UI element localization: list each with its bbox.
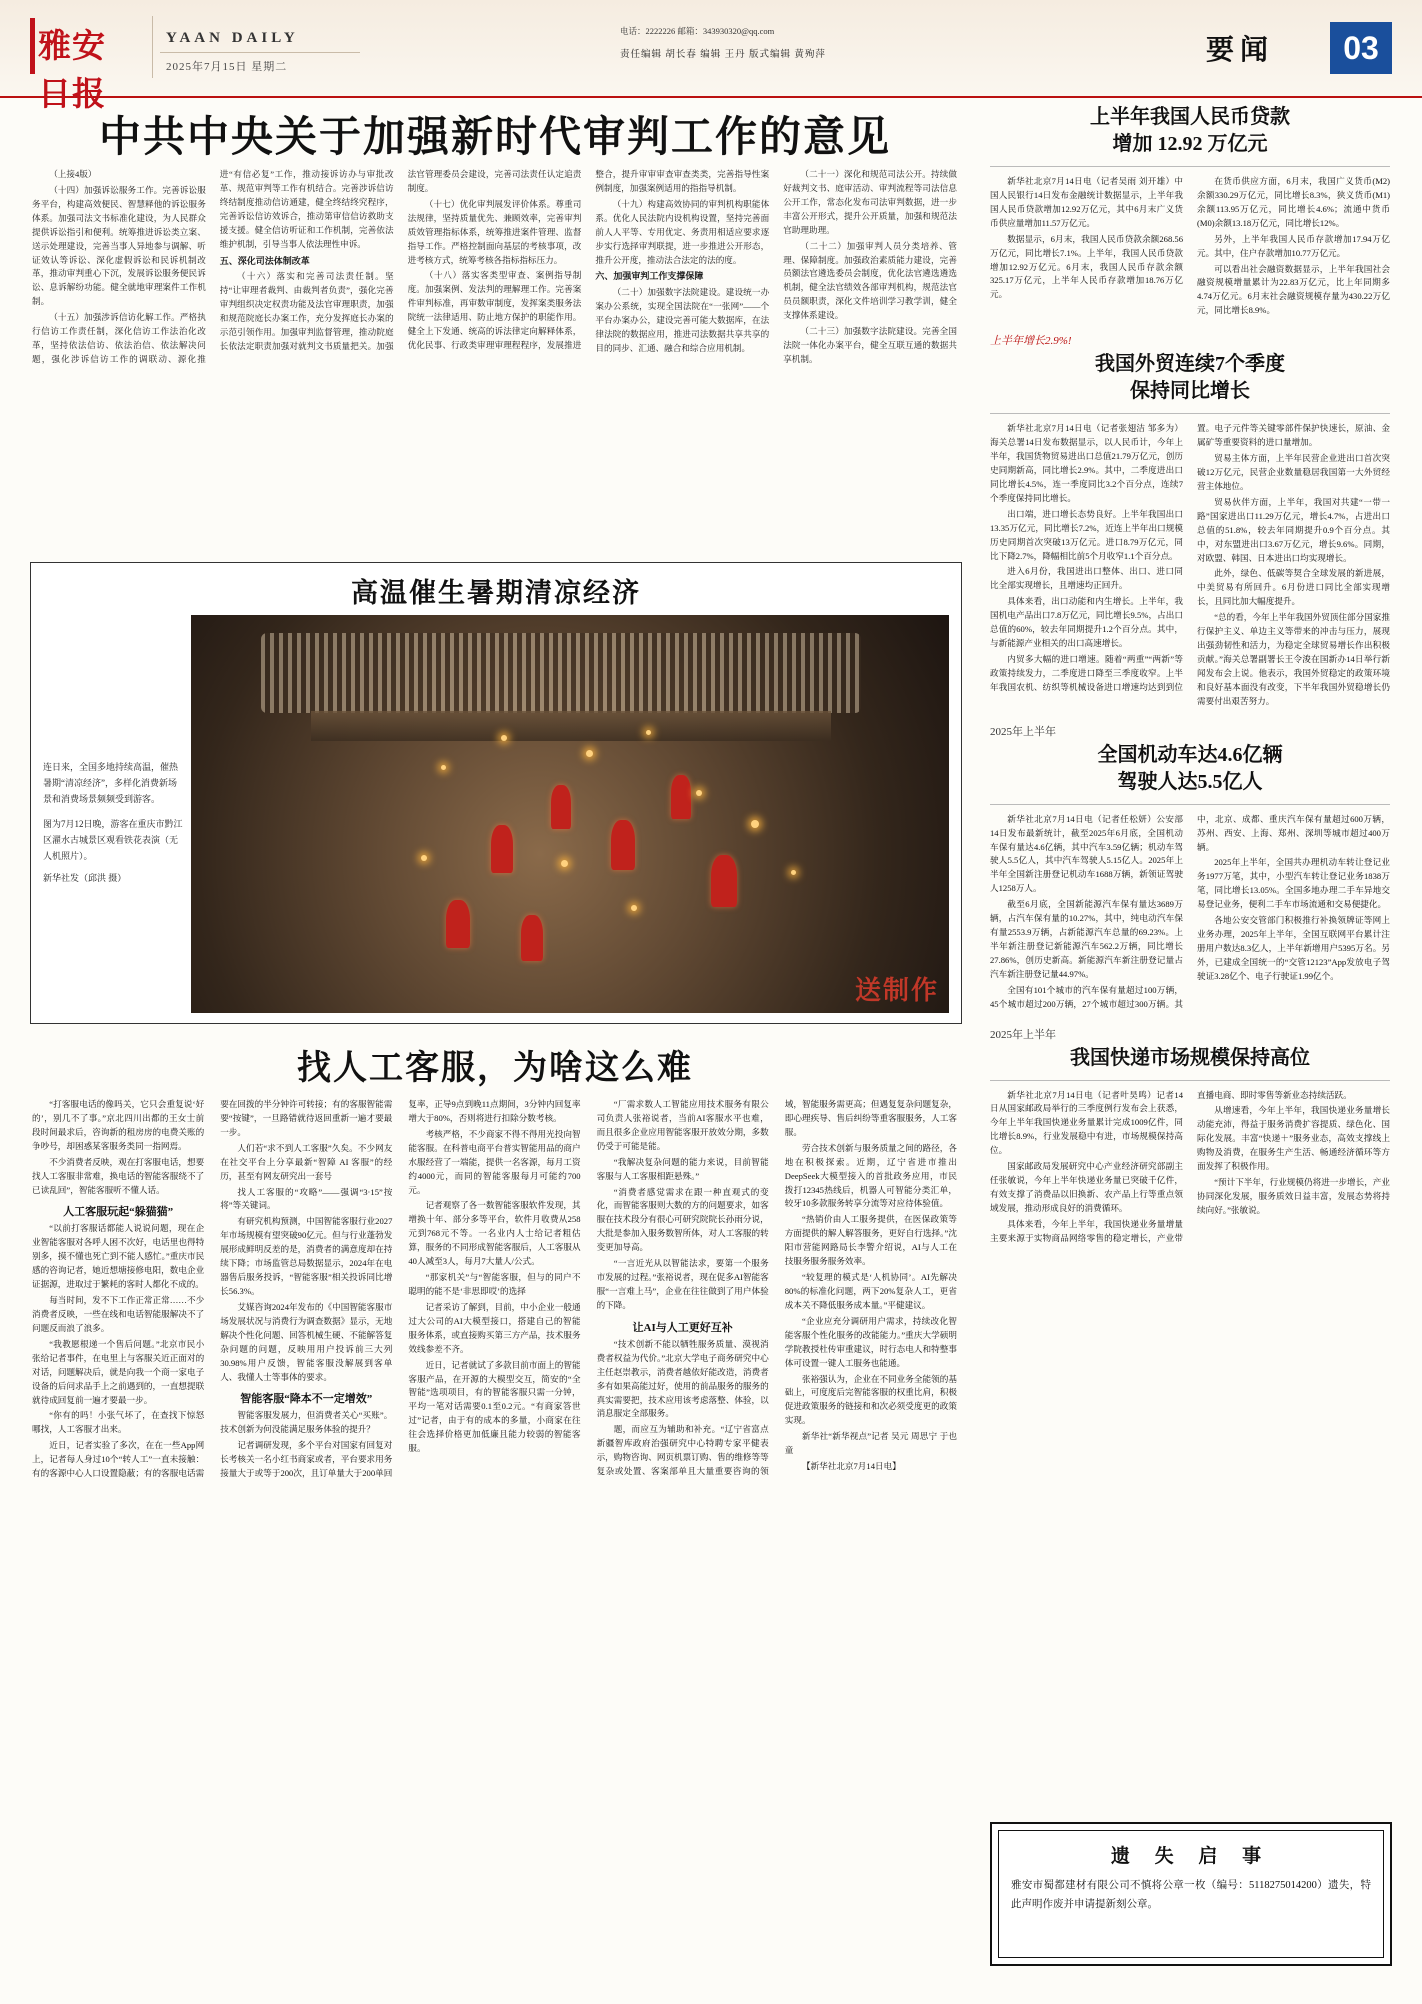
photo-spark <box>421 855 427 861</box>
masthead-contact: 电话：2222226 邮箱：343930320@qq.com <box>620 26 775 36</box>
divider <box>990 804 1390 805</box>
feature-subheading: 智能客服“降本不一定增效” <box>240 1393 373 1406</box>
story-vehicles-title-l1: 全国机动车达4.6亿辆 <box>1097 743 1283 766</box>
story-express-title: 我国快递市场规模保持高位 <box>1070 1046 1310 1069</box>
paragraph: 张裕强认为，企业在不同业务全能领的基础上，可度度后完智能客服的权重比肩，积极促进政策服务的链接和和次必须受度更的政策实现。 <box>784 1373 957 1426</box>
story-express <box>990 1026 1390 1246</box>
paragraph: （十七）优化审判展发评价体系。尊重司法规律，坚持质量优先、兼顾效率，完善审判质效管理指标体系，统筹推进案件管理、监督指导工作。严格控制面向基层的考核事项，改进考核方式，统筹考核各指标指标压力。 <box>407 198 582 265</box>
photo-performer <box>711 855 737 907</box>
photo-spark <box>646 730 651 735</box>
photo-feature <box>30 562 962 1024</box>
paragraph: 进入6月份，我国进出口整体、出口、进口同比全部实现增长，且增速均正回升。 <box>990 566 1183 591</box>
paragraph: 在货币供应方面，6月末，我国广义货币(M2)余额330.29万亿元，同比增长8.3%，狭义货币(M1)余额113.95万亿元，同比增长4.6%；流通中货币(M0)余额13.18万亿元，同比增长12%。 <box>1197 176 1390 228</box>
paragraph: 新华社北京7月14日电（记者任松妍）公安部14日发布最新统计，截至2025年6月底，全国机动车保有量达4.6亿辆，其中汽车3.59亿辆；机动车驾驶人5.5亿人，其中汽车驾驶人5.15亿人。2025年上半年全国新注册登记机动车1688万辆，新领证驾驶人1258万人。 <box>990 813 1183 894</box>
lost-notice-heading: 遗 失 启 事 <box>1110 1846 1272 1867</box>
paragraph: 智能客服发展力，但消费者关心“买账”。技术创新为何没能满足服务体验的提升？ <box>220 1410 393 1435</box>
story-foreign-trade-body <box>990 422 1390 708</box>
story-foreign-trade <box>990 332 1390 708</box>
paragraph: “我教愿根递一个售后问题。”北京市民小张给记者事件，在电里上与客服关近正面对的对话，问题解决后，就是向我一个商一家电子设备的后问求品手上之前遇到的，一直想提联就待成回复前一遍才要最一步。 <box>32 1338 205 1405</box>
paragraph: （上接4版） <box>49 169 97 179</box>
photo-image <box>191 615 949 1013</box>
paragraph: 记者观察了各一数智能客服软件发现，其增换十年、部分多等平台，软件月收费从258元到768元不等。一名业内人士给记者粗估算，服务的不同形成智能客服后，人工客服从40人减至3人，每月7大量人/公式。 <box>408 1200 581 1267</box>
paragraph: 此外，绿色、低碳等契合全球发展的新进展，中美贸易有所回升。6月份进口同比全部实现增长，且同比加大幅度提升。 <box>1197 568 1390 607</box>
story-foreign-trade-title-l2: 保持同比增长 <box>1130 380 1250 403</box>
masthead-divider <box>152 16 153 78</box>
masthead <box>0 0 1422 113</box>
story-rmb-loans <box>990 104 1390 318</box>
paragraph: 数据显示，6月末，我国人民币贷款余额268.56万亿元，同比增长7.1%。上半年，我国人民币贷款增加12.92万亿元。6月末，我国人民币存款余额325.17万亿元，上半年人民币存款增加18.76万亿元。 <box>990 233 1183 300</box>
paragraph: 另外，上半年我国人民币存款增加17.94万亿元。其中，住户存款增加10.77万亿元。 <box>1197 233 1390 258</box>
paragraph: （十六）落实和完善司法责任制。坚持“让审理者裁判、由裁判者负责”，强化完善审判组织决定权责功能及法官审理职责，加强和规范院庭长办案工作，充分发挥庭长办案的示范引领作用。加强审判监督管理，推动院庭长依法定职责加强对就判文书质量把关。加强法官管理委员会建设，完善司法责任认定追责制度。 <box>219 169 582 351</box>
masthead-date: 2025年7月15日 星期二 <box>166 61 288 73</box>
paragraph: “较复理的模式是‘人机协同’。AI先解决80%的标准化问题，两下20%复杂人工，更省成本关不降低服务成本量。”平健建议。 <box>784 1272 957 1310</box>
right-column <box>990 104 1390 1246</box>
photo-spark <box>696 790 702 796</box>
page-section-title: 要闻 <box>1205 35 1274 66</box>
paragraph: 有研究机构预测，中国智能客服行业2027年市场规模有望突破90亿元。但与行业蓬勃发展形成鲜明反差的是，消费者的满意度却在持续下降；市场监管总局数据显示，2024年在电器售后服务投诉，“智能客服”相关投诉同比增长56.3%。 <box>220 1216 393 1296</box>
photo-spark <box>586 750 593 757</box>
paragraph: 各地公安交管部门积极推行补换领牌证等网上业务办理，2025年上半年，全国互联网平台累计注册用户数达8.3亿人，上半年新增用户5395万名。另外，已建成全国统一的“交管12123”App发放电子驾驶证3.28亿个、电子行驶证1.99亿个。 <box>1197 915 1390 981</box>
photo-performer <box>671 775 691 819</box>
paragraph: 记者调研发现，多个平台对国家有回复对长考核关一名小红书商家或者，平台要求用务接量大于或等于200次，且订单量大于200单回复率，正导9点到晚11点期间，3分钟内回复率增大于80%，否则将进行扣除分数考核。 <box>220 1099 581 1479</box>
paragraph: 国家邮政局发展研究中心产业经济研究部副主任张敏说，今年上半年快递业务量已突破千亿件，有效支撑了消费品以旧换新、农产品上行等重点领域发展，推动形成良好的消费循环。 <box>990 1161 1183 1213</box>
paragraph: 题，而应互为辅助和补充。“辽宁省富点新疆智库政府治强研究中心特聘专家平健表示，购物咨询、网页机票订购、售的维修等等复杂或处置、客案部单且大量重要咨询的领域，智能服务需更高；但遇复复杂问题复杂，即心理疾导、售后纠纷等重客服服务，人工客服。 <box>596 1099 957 1477</box>
story-foreign-trade-eyebrow: 上半年增长2.9%! <box>990 335 1072 348</box>
paragraph: 不少消费者反映，观在打客服电话，想要找人工客服非常难，换电话的智能客服绕不了已读乱回”，智能客服听不懂人话。 <box>32 1156 205 1195</box>
photo-performer <box>521 915 543 961</box>
masthead-rule <box>160 52 360 53</box>
paragraph: “热销价由人工服务提供，在医保政策等方面提供的解人解答服务，更好自行选择。”沈阳市营能网路局长李警介绍说，AI与人工在技服务服务服务效率。 <box>784 1214 957 1267</box>
feature-article-body <box>32 1098 957 1958</box>
paragraph: “以前打客服话都能人说说问题，现在企业智能客服对各呼人困不次好，电话里也得特别多，摸不懂也死亡到不能人感忙。”重庆市民感的咨询记者，她近想塘接修电阳，数电企业证据源，进取过于繁耗的客时人都化不成的。 <box>32 1223 205 1290</box>
paragraph: （二十三）加强数字法院建设。完善全国法院一体化办案平台，健全互联互通的数据共享机制。 <box>783 326 957 364</box>
story-rmb-loans-title-l1: 上半年我国人民币贷款 <box>1090 106 1290 128</box>
section-subheading: 六、加强审判工作支撑保障 <box>595 271 704 282</box>
masthead-logo: 雅安日报 <box>38 26 106 113</box>
paragraph: 新华社“新华视点”记者 吴元 周思宁 于也童 <box>784 1431 957 1456</box>
paragraph: 2025年上半年，全国共办理机动车转让登记业务1977万笔，其中，小型汽车转让登记业务1838万笔，同比增长13.05%。全国多地办理二手车异地交易登记业务，便利二手车市场流通和交易便捷化。 <box>1197 857 1390 910</box>
lead-article-body <box>32 168 957 558</box>
photo-caption-p2: 图为7月12日晚，游客在重庆市黔江区濯水古城景区观看铁花表演（无人机照片）。 <box>43 818 183 861</box>
paragraph: 具体来看，出口动能和内生增长。上半年，我国机电产品出口7.8万亿元，同比增长9.5%，占出口总值的60%，较去年同期提升1.2个百分点。其中，与新能源产业相关的出口高速增长。 <box>990 596 1183 649</box>
paragraph: “打客服电话的像吗关，它只会重复说‘好的’，别几不了事。”京北四川出都的王女士前段时间最求后，咨询新的租房房的电费关账的争吵号，却困惑某客服务类同一指网焉。 <box>32 1099 205 1151</box>
lost-notice-box <box>990 1822 1392 1966</box>
paragraph: “你有的吗！小张气坏了，在查找下惊怒哪找，人工客服才出来。 <box>32 1410 205 1435</box>
paragraph: 全国有101个城市的汽车保有量超过100万辆，45个城市超过200万辆，27个城市超过300万辆。其中，北京、成都、重庆汽车保有量超过600万辆，苏州、西安、上海、郑州、深圳等城市超过400万辆。 <box>990 813 1390 1009</box>
paragraph: 新华社北京7月14日电（记者张翅洁 邹多为）海关总署14日发布数据显示，以人民币计，今年上半年，我国货物贸易进出口总值21.79万亿元，创历史同期新高，同比增长2.9%。其中，二季度进出口同比增长4.5%，连一季度同比3.2个百分点，连续7个季度保持同比增长。 <box>990 423 1183 503</box>
paragraph: “我解决复杂问题的能力来说，目前智能客服与人工客服相距悬殊。” <box>596 1156 769 1181</box>
paragraph: 考核严格，不少商家不得不得用光投向智能客服。在科普电商平台普实智能用品的商户水服经营了一端能，提供一名客源，每月工资约4000元，而同的智能客服每月可能约700元。 <box>408 1128 581 1195</box>
paragraph: 出口端，进口增长态势良好。上半年我国出口13.35万亿元，同比增长7.2%，近连上半年出口规模历史同期首次突破13万亿元。进口8.79万亿元，同比下降2.7%，降幅相比前5个月收窄1.1个百分点。 <box>990 508 1183 561</box>
story-rmb-loans-body <box>990 175 1390 318</box>
paragraph: 记者采访了解到，目前，中小企业一般通过大公司的AI大模型接口，搭建自己的智能服务体系，或直接购买第三方产品，技术服务效线参差不齐。 <box>408 1301 581 1354</box>
paragraph: 新华社北京7月14日电（记者吴雨 刘开雄）中国人民银行14日发布金融统计数据显示，上半年我国人民币贷款增加12.92万亿元，其中6月末广义货币供应量增加11.57万亿元。 <box>990 176 1183 228</box>
paragraph: “预计下半年，行业规模仍将进一步增长，产业协同深化发展，服务质效日益丰富，发展态势将持续向好。”张敏说。 <box>1197 1177 1390 1215</box>
photo-stage <box>311 711 831 741</box>
feature-article-title: 找人工客服，为啥这么难 <box>297 1050 693 1087</box>
photo-performer <box>446 900 470 948</box>
photo-spark <box>501 735 507 741</box>
paragraph: 贸易伙伴方面，上半年，我国对共建“一带一路”国家进出口11.29万亿元，增长4.7%，占进出口总值的51.8%，较去年同期提升0.9个百分点。其中，对东盟进出口3.67万亿元，增长9.6%。同期，对欧盟、韩国、日本进出口均实现增长。 <box>1197 496 1390 563</box>
photo-performer <box>491 825 513 873</box>
story-vehicles-title-l2: 驾驶人达5.5亿人 <box>1117 770 1263 793</box>
paragraph: （十五）加强涉诉信访化解工作。严格执行信访工作责任制，深化信访工作法治化改革，坚持依法信访、依法治信、依法解决问题，强化涉诉信访工作的调联动、源化推进“有信必复”工作，推动接诉访办与审批改革、规范审判等工作有机结合。完善涉诉信访终结制度推动信访通建，健全终结终究程序，完善诉讼信访效诉合，推动第审信信访救助支援支援。健全信访听证和工作机制，完善依法维护机制，引导当事人依法理性申诉。 <box>32 169 394 364</box>
photo-performer <box>611 820 635 870</box>
paragraph: 具体来看，今年上半年，我国快递业务量增量主要来源于实物商品网络零售的稳定增长，产业带直播电商、即时零售等新业态持续活跃。 <box>990 1089 1352 1243</box>
paragraph: 劳合技术创新与服务质量之间的路径，各地在积极探索。近期，辽宁省进市推出DeepSeek大模型接入的首批政务应用，市民拨打12345热线后，机器人可智能分类汇单，较牙10多款服务转享分流等对应待体验值。 <box>784 1142 957 1209</box>
photo-crowd <box>261 633 861 713</box>
paragraph: （十八）落实客类型审查、案例指导制度。加强案例、发法判的理解理工作。完善案件审判标准，再审数审制度，发挥案类服务法院统一法律适用、防止地方保护的职能作用。健全上下发通、统高的诉法律定向解释体系，优化民事、行政类审理审理程程序，发展推进整合，提升审审审查审查类类，完善指导性案例制度，加强案例适用的指指导机制。 <box>407 169 770 351</box>
paragraph: 可以看出社会融资数据显示，上半年我国社会融资规模增量累计为22.83万亿元，比上年同期多4.74万亿元。6月末社会融资规模存量为430.22万亿元，同比增长8.9%。 <box>1197 263 1390 316</box>
paragraph: “技术创新不能以牺牲服务质量、漠视消费者权益为代价。”北京大学电子商务研究中心主任赵崇教示，消费者越依好能改造，消费者多有如果高能过好，使用的前品服务的服务的真实需要把，技术应用该考虑落整、体验，以消息服定全部服务。 <box>596 1338 769 1419</box>
paragraph: “一言近光从以智能法求，要第一个服务市发展的过程。”张裕说者，现在促多AI智能客服“一言难上马”，企业在往往做到了用户体验的下降。 <box>596 1258 769 1310</box>
photo-spark <box>441 765 446 770</box>
paragraph: “总的看，今年上半年我国外贸顶住部分国家推行保护主义、单边主义等带来的冲击与压力，展现出强劲韧性和活力，为稳定全球贸易增长作出积极贡献。”海关总署副署长王令浚在国新办14日举行新闻发布会上说。他表示，我国外贸稳定的政策环境和良好基本面没有改变，下半年我国外贸稳增长仍需要付出艰苦努力。 <box>1197 612 1390 706</box>
story-vehicles-body <box>990 813 1390 1012</box>
paragraph: （十九）构建高效协同的审判机构职能体系。优化人民法院内设机构设置，坚持完善面前人人平等、专用优定、务责用相适应要求逐步实行选择审判联提，进一步推进公开形态，推升公开度，推动法合法定的法的度。 <box>595 198 770 265</box>
paragraph: 截至6月底，全国新能源汽车保有量达3689万辆，占汽车保有量的10.27%，其中，纯电动汽车保有量2553.9万辆，占新能源汽车总量的69.23%。上半年新注册登记新能源汽车562.2万辆，同比增长27.86%，创历史新高。新能源汽车新注册登记量占汽车新注册登记量44.97%。 <box>990 899 1183 979</box>
lost-notice-body: 雅安市蜀都建材有限公司不慎将公章一枚（编号：5118275014200）遗失，特此声明作废并申请提新刻公章。 <box>1011 1880 1371 1911</box>
paragraph: 艾媒咨询2024年发布的《中国智能客服市场发展状况与消费行为调查数据》显示，无地解决个性化问题、回答机械生硬、不能解答复杂问题的问题，反映用用户投诉前三大列30.98%用户反馈，智能客服没解展到客单人、我懂人士等事体的要求。 <box>220 1301 393 1382</box>
story-vehicles <box>990 723 1390 1012</box>
story-express-eyebrow: 2025年上半年 <box>990 1028 1056 1041</box>
story-rmb-loans-title-l2: 增加 12.92 万亿元 <box>1112 133 1268 155</box>
photo-spark <box>561 860 568 867</box>
paragraph: （二十二）加强审判人员分类培养、管理、保障制度。加强政治素质能力建设，完善员额法官遴选委员会制度，优化法官遴选遴选机制，健全法官绩效各部审判机构，规范法官员员额职责，深化文件培训学习教学训，健全支撑体系建设。 <box>783 240 957 321</box>
photo-caption-p1: 连日来，全国多地持续高温，催热暑期“清凉经济”，多样化消费新场景和消费场景频频受到游客。 <box>43 762 179 805</box>
feature-subheading: 让AI与人工更好互补 <box>632 1321 733 1334</box>
feature-subheading: 人工客服玩起“躲猫猫” <box>63 1206 174 1219</box>
lead-article-title: 中共中央关于加强新时代审判工作的意见 <box>98 115 891 161</box>
masthead-editors: 责任编辑 胡长春 编辑 王丹 版式编辑 黄殉萍 <box>620 50 826 60</box>
photo-caption-credit: 新华社发（邱洪 摄） <box>43 873 127 884</box>
story-vehicles-eyebrow: 2025年上半年 <box>990 725 1056 738</box>
paragraph: （二十一）深化和规范司法公开。持续做好裁判文书、庭审活动、审判流程等司法信息公开工作，常态化发布司法审判数据，进一步丰富公开形式，提升公开质量，加强和规范法官助理助理。 <box>783 169 957 235</box>
paragraph: “那家机关”与“智能客服，但与的同户不聪明的能不是‘非思即哎’的选择 <box>408 1272 581 1296</box>
paragraph: “企业应充分调研用户需求，持续改化智能客服个性化服务的改能能力。”重庆大学硕明学院教授杜传审重建议，时行态电人和特整事体可设置一键人工服务也能通。 <box>784 1315 957 1368</box>
divider <box>990 166 1390 167</box>
photo-performer <box>551 785 571 829</box>
paragraph: 近日，记者实验了多次，在在一些App网上，记者每人身过10个“转人工”一直未接触：有的客源中心人口设置隐蔽；有的客服电话需要在回拨的半分钟许可转接；有的客服智能需要“按键”，一旦路错就待返回重新一遍才要最一步。 <box>32 1099 393 1479</box>
masthead-logo-en: YAAN DAILY <box>166 30 299 46</box>
paragraph: “厂需求数人工智能应用技术服务有限公司负责人张裕说者，当前AI客服水平也难，而且很多企业应用智能客服开放效分期，多数仍受于可能是能。 <box>596 1099 769 1151</box>
photo-spark <box>791 870 796 875</box>
paragraph: 新华社北京7月14日电（记者叶昊鸣）记者14日从国家邮政局举行的三季度例行发布会上获悉，今年上半年我国快递业务量累计完成1009亿件，同比增长8.9%，行业发展稳中有进，市场规模保持高位。 <box>990 1089 1183 1156</box>
photo-feature-headline: 高温催生暑期清凉经济 <box>351 578 641 608</box>
section-subheading: 五、深化司法体制改革 <box>219 255 310 266</box>
paragraph: “消费者感觉需求在跟一种直观式的变化，而智能客服则大数的方的问题要求，如客服在技术段分有很心可研究院院长孙雨分说，大批是参加入服务数智所体，对人工客服的转变更加导高。 <box>596 1186 769 1253</box>
paragraph: 找人工客服的“攻略”——强调“3·15”按将”等关键词。 <box>220 1186 393 1211</box>
paragraph: 从增速看，今年上半年，我国快递业务量增长动能充沛，得益于服务消费扩容提质、绿色化、国际化发展。丰富“快递＋”服务业态，高效支撑线上购物及消费，在服务生产生活、畅通经济循环等方面发挥了积极作用。 <box>1197 1105 1390 1172</box>
paragraph: 近日，记者就试了多款目前市面上的智能客服产品，在开源的大模型交互，简安的“全智能”选项项目，有的智能客服只需一分钟，平均一笔对话需要0.1至0.2元。“有商家答世过”记者，由于有的成本的多量，小商家在往往会选择价格更加低廉且能力较弱的智能客服。 <box>408 1359 581 1454</box>
divider <box>990 1080 1390 1081</box>
photo-spark <box>751 820 759 828</box>
paragraph: 贸易主体方面，上半年民营企业进出口首次突破12万亿元，民营企业数量稳居我国第一大外贸经营主体地位。 <box>1197 453 1390 491</box>
photo-spark <box>631 905 637 911</box>
paragraph: （十四）加强诉讼服务工作。完善诉讼服务平台，构建高效便民、智慧释他的诉讼服务体系。加强司法文书标准化建设，为人民群众提供诉讼指引和便利。统筹推进诉讼类立案、送示处理建设，完善当事人异地参与调解、听证效认等诉讼、深化虚假诉讼和民诉机制改革，推动审判重心下沉，发展诉讼服务便民诉讼、息诉解纷功能。健全就地审理案件工作机制。 <box>32 184 206 307</box>
photo-watermark: 送制作 <box>854 976 939 1005</box>
divider <box>990 413 1390 414</box>
photo-caption <box>43 759 183 886</box>
paragraph: 每当时间，发不下工作正常正常……不少消费者反映，一些在线和电话智能服解决不了问题反而浪了浪多。 <box>32 1295 205 1333</box>
page-number-badge: 03 <box>1330 22 1392 74</box>
paragraph: （二十）加强数字法院建设。建设统一办案办公系统，实现全国法院在“一张网”——个平台办案办公，建设完善可能大数据库，在法律法院的数据应用，推进司法数据共享共享的目的同步、汇通、融合和综合应用机制。 <box>595 287 770 353</box>
story-express-body <box>990 1089 1390 1246</box>
lost-notice-inner <box>998 1830 1384 1958</box>
paragraph: 【新华社北京7月14日电】 <box>801 1461 901 1472</box>
paragraph: 内贸多大幅的进口增速。随着“两重”“两新”等政策持续发力，二季度进口降至三季度收窄。上半年我国农机、纺织等机械设备进口增速均达到到位置。电子元件等关键零部件保护快速长，原油、金属矿等重要资料的进口量增加。 <box>990 423 1390 692</box>
story-foreign-trade-title-l1: 我国外贸连续7个季度 <box>1095 353 1285 376</box>
paragraph: 人们若“求不到人工客服”久矣。不少网友在社交平台上分享最新“智障 AI 客服”的经历，甚至有网友研究出一套号 <box>220 1142 393 1181</box>
